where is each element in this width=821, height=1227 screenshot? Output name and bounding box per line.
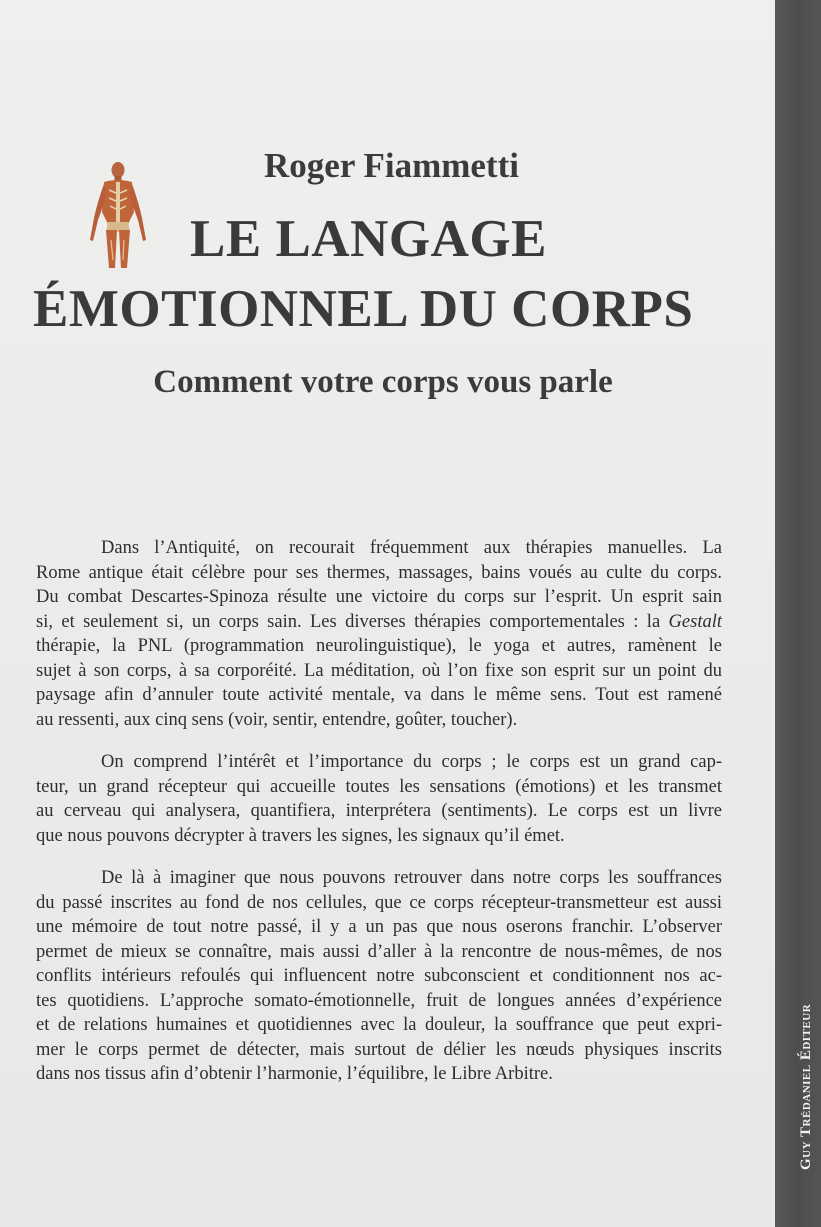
text-line: De là à imaginer que nous pouvons retrouver dans notre corps les souffrances xyxy=(101,868,722,888)
text-line: et de relations humaines et quotidiennes avec la douleur, la souffrance que peut expri- xyxy=(36,1015,722,1035)
text-line: teur, un grand récepteur qui accueille toutes les sensations (émotions) et les transmet xyxy=(36,776,722,797)
book-title-line-2: ÉMOTIONNEL DU CORPS xyxy=(33,280,694,338)
text-line: Rome antique était célèbre pour ses thermes, massages, bains voués au culte du corps. xyxy=(36,562,722,583)
paragraph-2 xyxy=(36,750,722,848)
text-line xyxy=(36,610,722,635)
text-line: que nous pouvons décrypter à travers les signes, les signaux qu’il émet. xyxy=(36,825,565,846)
book-subtitle: Comment votre corps vous parle xyxy=(153,364,613,400)
text-line: paysage afin d’annuler toute activité mentale, va dans le même sens. Tout est ramené xyxy=(36,685,722,705)
text-line: thérapie, la PNL (programmation neurolinguistique), le yoga et autres, ramènent le xyxy=(36,636,722,656)
text-line: une mémoire de tout notre passé, il y a un pas que nous oserons franchir. L’observer xyxy=(36,917,722,937)
text-line: sujet à son corps, à sa corporéité. La méditation, où l’on fixe son esprit sur un point du xyxy=(36,660,722,681)
paragraph-1 xyxy=(36,536,722,732)
text-line: conflits intérieurs refoulés qui influencent notre subconscient et conditionnent nos ac- xyxy=(36,966,722,986)
text-line: au ressenti, aux cinq sens (voir, sentir, entendre, goûter, toucher). xyxy=(36,709,518,730)
text-line: tes quotidiens. L’approche somato-émotionnelle, fruit de longues années d’expérience xyxy=(36,990,722,1011)
italic-word: Gestalt xyxy=(668,611,722,632)
book-title-line-1: LE LANGAGE xyxy=(190,210,547,268)
publisher-name: Guy Trédaniel Éditeur xyxy=(798,1003,814,1170)
text-line: dans nos tissus afin d’obtenir l’harmonie, l’équilibre, le Libre Arbitre. xyxy=(36,1064,553,1084)
text-segment: si, et seulement si, un corps sain. Les diverses thérapies comportementales : la xyxy=(36,611,669,632)
author-name: Roger Fiammetti xyxy=(264,146,519,185)
text-line: du passé inscrites au fond de nos cellules, que ce corps récepteur-transmetteur est aussi xyxy=(36,892,722,913)
text-line: permet de mieux se connaître, mais aussi d’aller à la rencontre de nous-mêmes, de nos xyxy=(36,941,722,962)
text-line: Du combat Descartes-Spinoza résulte une victoire du corps sur l’esprit. Un esprit sain xyxy=(36,587,722,607)
text-line: au cerveau qui analysera, quantifiera, interprétera (sentiments). Le corps est un livre xyxy=(36,801,722,821)
text-line: mer le corps permet de détecter, mais surtout de délier les nœuds physiques inscrits xyxy=(36,1039,722,1060)
text-line: On comprend l’intérêt et l’importance du corps ; le corps est un grand cap- xyxy=(101,752,722,772)
blurb-text xyxy=(36,536,722,1105)
text-line: Dans l’Antiquité, on recourait fréquemment aux thérapies manuelles. La xyxy=(101,538,722,558)
paragraph-3 xyxy=(36,866,722,1087)
